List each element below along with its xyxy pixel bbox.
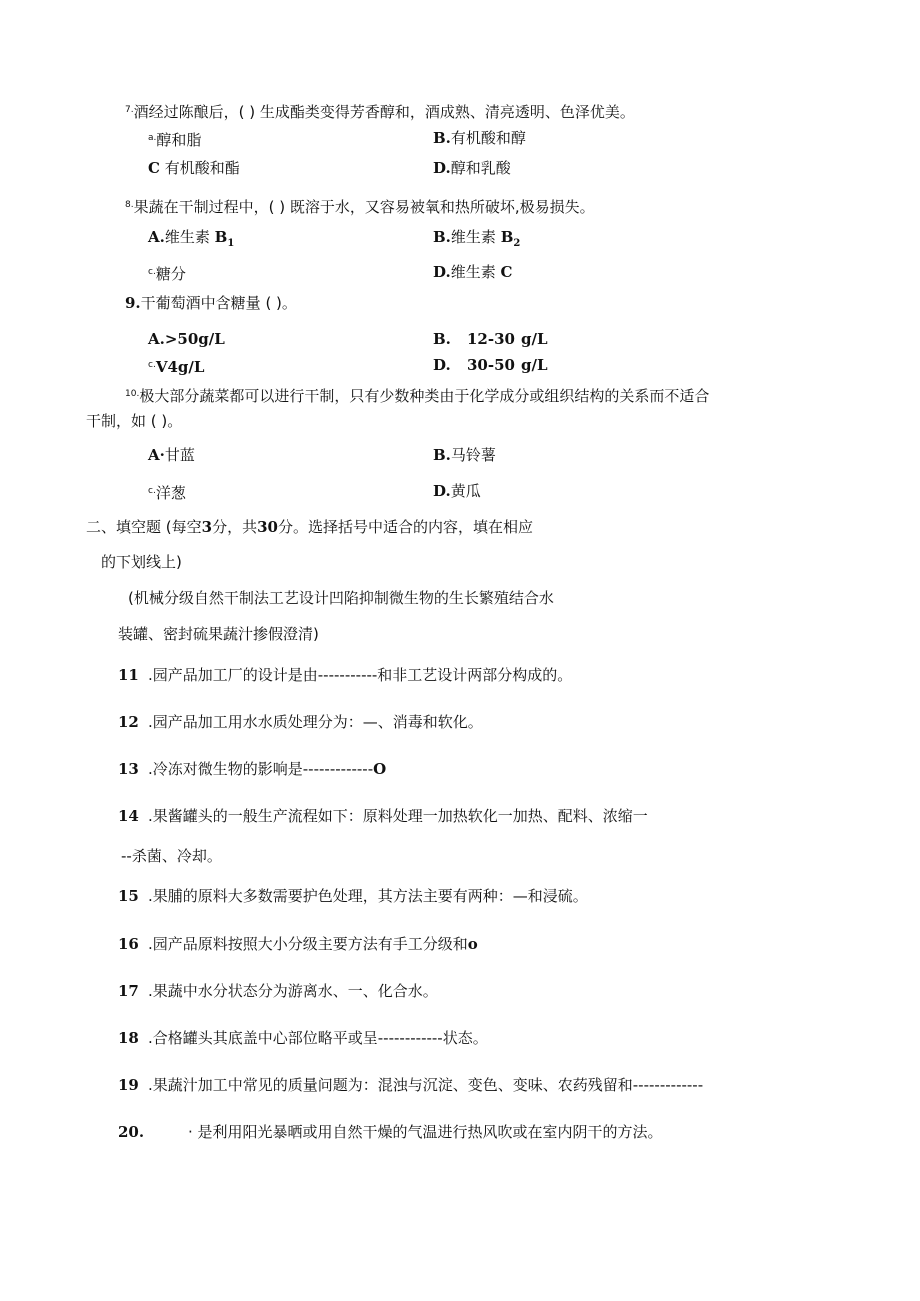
question-number: 12 [118,713,139,731]
heading-text: 分，共 [212,518,258,536]
option-text: V4g∕L [155,358,205,376]
question-text: 酒经过陈酿后，( ) 生成酯类变得芳香醇和，酒成熟、清亮透明、色泽优美。 [133,103,635,121]
question-number: 15 [118,887,139,905]
option-letter: D. [433,159,451,177]
question-tail: o [467,935,478,953]
option-unit: g/L [521,330,548,348]
question-number: 16 [118,935,139,953]
option-text: 有机酸和酯 [164,159,240,177]
question-text: .果脯的原料大多数需要护色处理，其方法主要有两种：—和浸硫。 [148,887,588,905]
section-heading [86,517,533,537]
question-text: .果蔬中水分状态分为游离水、一、化合水。 [148,982,438,1000]
vitamin-letter: B [500,228,514,246]
question-8 [125,195,595,217]
option-text: 洋葱 [155,484,186,502]
heading-text: 二、填空题 (每空 [86,518,202,536]
word-bank-line-2: 装罐、密封硫果蔬汁掺假澄清) [118,625,319,643]
fill-question-12 [118,712,483,732]
question-number: 17 [118,982,139,1000]
question-9 [125,293,297,313]
option-letter: B. [433,330,451,348]
option-a [148,445,195,465]
word-bank-line-1: (机械分级自然干制法工艺设计凹陷抑制微生物的生长繁殖结合水 [128,589,554,607]
option-d [433,355,548,375]
fill-question-15 [118,886,588,906]
option-letter: a. [148,133,157,143]
question-number: 9. [125,294,141,312]
question-text: 干葡萄酒中含糖量 ( )。 [140,294,297,312]
option-c [148,262,186,284]
option-d [433,262,512,282]
subscript: 1 [227,238,235,249]
section-heading-continued: 的下划线上) [101,553,182,571]
option-letter: c. [148,267,156,277]
question-10-continued: 干制，如 ( )。 [86,412,183,430]
option-letter: A· [148,446,165,464]
vitamin-letter: C [500,263,513,281]
question-text: --杀菌、冷却。 [121,847,222,865]
question-text: .果酱罐头的一般生产流程如下：原料处理一加热软化一加热、配料、浓缩一 [148,807,648,825]
option-letter: C [148,159,160,177]
question-number: 8. [125,200,134,210]
fill-question-20 [118,1122,663,1142]
question-number: 18 [118,1029,139,1047]
heading-number: 30 [257,518,278,536]
question-text: .园产品原料按照大小分级主要方法有手工分级和 [148,935,468,953]
fill-question-16 [118,934,478,954]
option-d [433,158,511,178]
option-text: 醇和乳酸 [450,159,511,177]
option-letter: c. [148,486,156,496]
option-text: 糖分 [155,265,186,283]
question-text: · 是利用阳光暴晒或用自然干燥的气温进行热风吹或在室内阴干的方法。 [188,1123,663,1141]
question-text: .冷冻对微生物的影响是------------- [148,760,374,778]
option-text: 醇和脂 [156,131,202,149]
option-a [148,128,201,150]
option-text: 维生素 [164,228,210,246]
option-c [148,158,240,178]
question-number: 20. [118,1123,145,1141]
question-text: 极大部分蔬菜都可以进行干制，只有少数种类由于化学成分或组织结构的关系而不适合 [139,387,710,405]
option-letter: c. [148,360,156,370]
question-number: 7. [125,105,134,115]
option-letter: D. [433,356,451,374]
fill-question-14 [118,806,648,826]
question-7 [125,100,635,122]
question-text: .园产品加工用水水质处理分为：—、消毒和软化。 [148,713,483,731]
fill-question-17 [118,981,438,1001]
question-10 [125,384,709,406]
option-letter: A. [148,228,165,246]
question-number: 19 [118,1076,139,1094]
heading-text: 分。选择括号中适合的内容，填在相应 [277,518,533,536]
fill-question-19 [118,1075,703,1095]
option-letter: B. [433,228,451,246]
option-b [433,445,496,465]
fill-question-14-continued [121,846,222,866]
option-text: 马铃薯 [450,446,496,464]
vitamin-letter: B [214,228,228,246]
option-text: 甘蓝 [164,446,195,464]
option-a [148,227,234,254]
option-text: 有机酸和醇 [450,129,526,147]
option-b [433,329,548,349]
question-number: 11 [118,666,139,684]
subscript: 2 [513,238,521,249]
option-letter: D. [433,482,451,500]
option-letter: B. [433,129,451,147]
option-letter: D. [433,263,451,281]
option-a: A.>50g/L [148,330,225,348]
option-b [433,128,526,148]
question-text: .果蔬汁加工中常见的质量问题为：混浊与沉淀、变色、变味、农药残留和------------- [148,1076,704,1094]
fill-question-11 [118,665,572,685]
question-text: .合格罐头其底盖中心部位略平或呈------------状态。 [148,1029,488,1047]
option-value: 12-30 [467,330,515,348]
option-text: 维生素 [450,263,496,281]
question-text: 果蔬在干制过程中，( ) 既溶于水，又容易被氧和热所破坏,极易损失。 [133,198,595,216]
question-number: 14 [118,807,139,825]
question-number: 13 [118,760,139,778]
option-value: 30-50 [467,356,515,374]
option-b [433,227,520,254]
option-c [148,481,186,503]
option-c [148,355,204,377]
question-tail: O [373,760,387,778]
question-number: 10. [125,389,140,399]
option-d [433,481,481,501]
option-text: 维生素 [450,228,496,246]
option-letter: B. [433,446,451,464]
question-text: .园产品加工厂的设计是由-----------和非工艺设计两部分构成的。 [148,666,573,684]
heading-number: 3 [201,518,213,536]
fill-question-13 [118,759,386,779]
option-text: 黄瓜 [450,482,481,500]
fill-question-18 [118,1028,488,1048]
option-unit: g/L [521,356,548,374]
